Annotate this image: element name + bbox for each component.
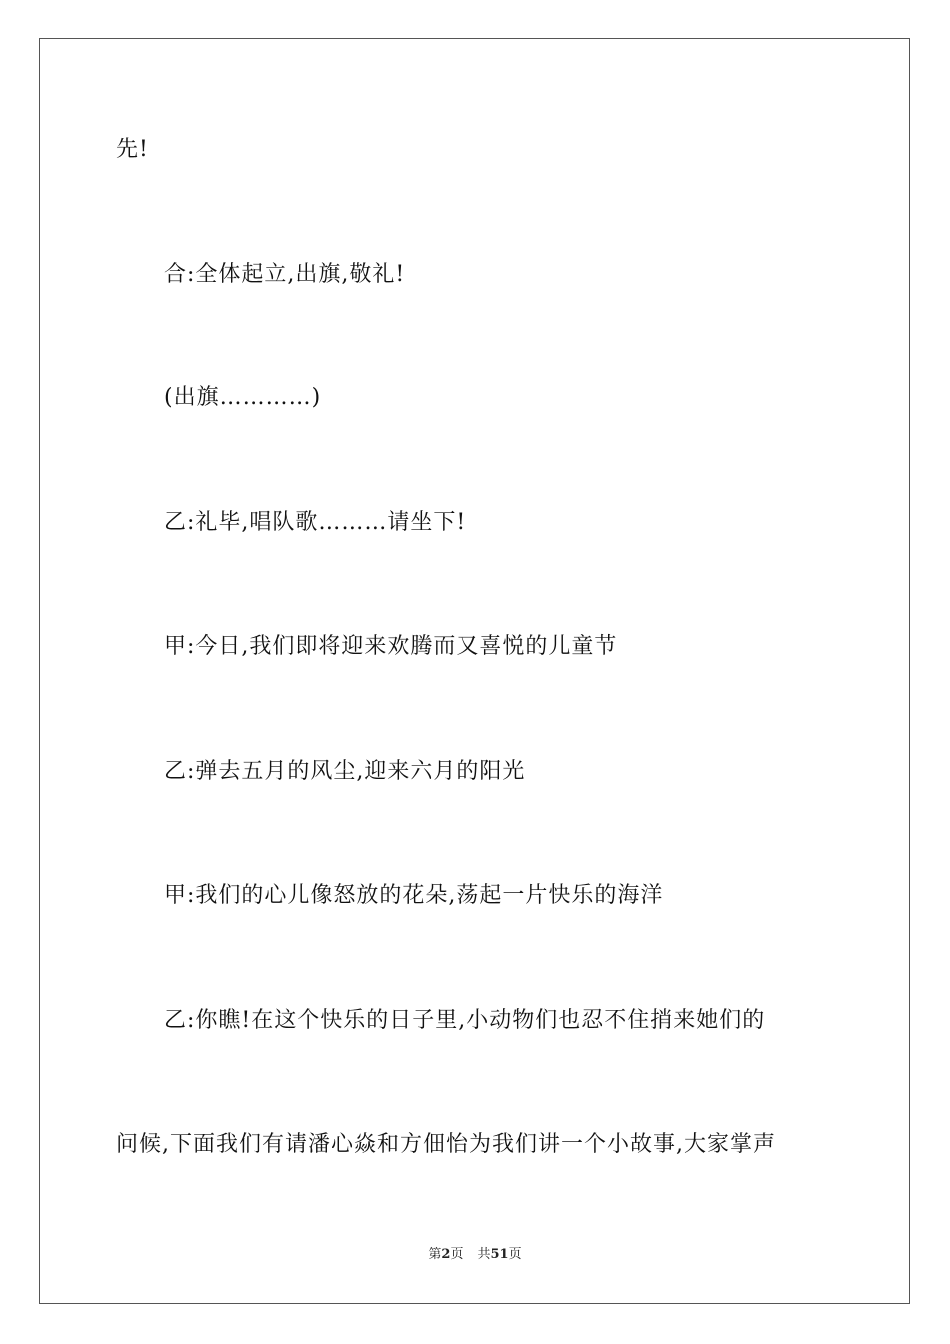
footer-total-suffix: 页 xyxy=(508,1247,522,1262)
text-line-8: 乙:你瞧!在这个快乐的日子里,小动物们也忍不住捎来她们的 xyxy=(164,1008,766,1033)
footer-total-prefix: 共 xyxy=(477,1247,491,1262)
text-line-6: 乙:弹去五月的风尘,迎来六月的阳光 xyxy=(164,759,526,784)
footer-total-pages: 51 xyxy=(490,1247,509,1262)
footer-page-suffix: 页 xyxy=(450,1247,464,1262)
text-line-9: 问候,下面我们有请潘心焱和方佃怡为我们讲一个小故事,大家掌声 xyxy=(116,1132,776,1157)
page-border xyxy=(39,38,910,1304)
text-line-2: 合:全体起立,出旗,敬礼! xyxy=(164,262,406,287)
text-line-5: 甲:今日,我们即将迎来欢腾而又喜悦的儿童节 xyxy=(164,634,618,659)
text-line-3: (出旗…………) xyxy=(164,385,322,410)
text-line-4: 乙:礼毕,唱队歌………请坐下! xyxy=(164,510,467,535)
footer-page-number: 2 xyxy=(441,1247,451,1262)
text-line-7: 甲:我们的心儿像怒放的花朵,荡起一片快乐的海洋 xyxy=(164,883,664,908)
text-line-1: 先! xyxy=(116,137,149,162)
page-footer xyxy=(0,1246,950,1264)
footer-page-prefix: 第 xyxy=(428,1247,442,1262)
